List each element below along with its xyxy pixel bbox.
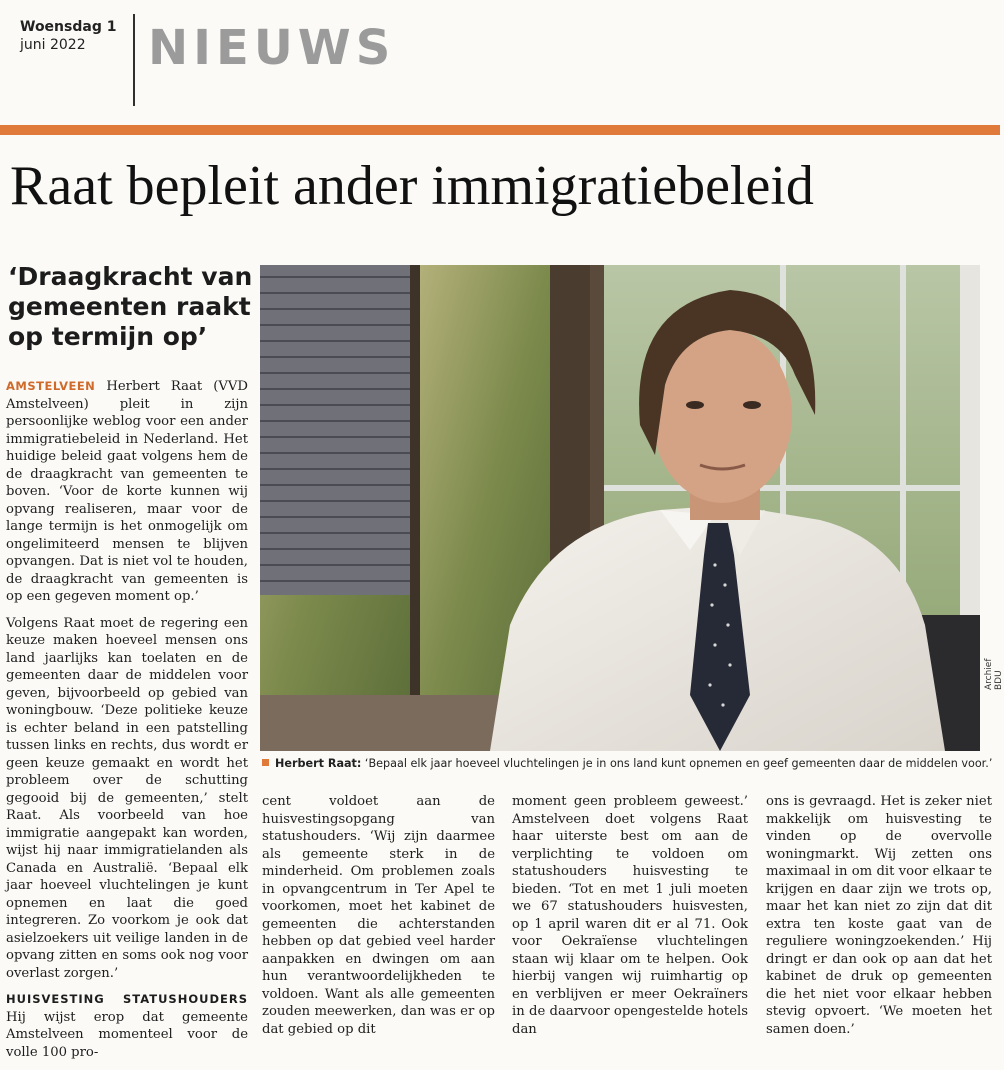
article-column-4 bbox=[766, 793, 992, 1047]
column-2-text: cent voldoet aan de huisvestingsopgang van statushouders. ‘Wij zijn daarmee als gemeente sterk in de minderheid. Om problemen zoals in opvangcentrum in Ter Apel te voorkomen, moet het kabinet de gemeenten die achterstanden hebben op dat gebied veel harder aanpakken en dwingen om aan hun verantwoordelijkheden te voldoen. Want als alle gemeenten zouden meewerken, dan was er op dat gebied op dit bbox=[262, 794, 495, 1037]
column-3-text: moment geen probleem geweest.’ Amstelveen doet volgens Raat haar uiterste best om aan de verplichting te voldoen om statushouders huisvesting te bieden. ‘Tot en met 1 juli moeten we 67 statushouders huisvesten, op 1 april waren dit er al 71. Ook voor Oekraïense vluchtelingen staan wij klaar om te helpen. Ook hierbij vangen wij ruimhartig op en verblijven er meer Oekraïners in de daarvoor opengestelde hotels dan bbox=[512, 794, 748, 1037]
article-column-2 bbox=[262, 793, 495, 1047]
date-weekday: Woensdag 1 bbox=[20, 19, 117, 35]
photo-caption bbox=[262, 757, 992, 770]
article-headline: Raat bepleit ander immigratiebeleid bbox=[10, 155, 814, 217]
article-column-1 bbox=[6, 378, 248, 1070]
caption-quote: ‘Bepaal elk jaar hoeveel vluchtelingen je in ons land kunt opnemen en geef gemeenten daar de middelen voor.’ bbox=[364, 757, 993, 770]
photo-credit: Archief BDU bbox=[984, 658, 1004, 690]
paragraph-intro bbox=[6, 378, 248, 606]
window-blinds bbox=[260, 265, 410, 595]
date-month-year: juni 2022 bbox=[20, 37, 86, 53]
paragraph-3 bbox=[6, 991, 248, 1061]
portrait-photo-illustration bbox=[260, 265, 980, 751]
column-4-text: ons is gevraagd. Het is zeker niet makkelijk om huisvesting te vinden op de overvolle woningmarkt. Wij zetten ons maximaal in om dit voor elkaar te krijgen en daar zijn we trots op, maar het kan niet zo zijn dat dit extra ten koste gaat van de reguliere woningzoekenden.’ Hij dringt er dan ook op aan dat het kabinet de druk op gemeenten die het niet voor elkaar hebben stevig opvoert. ‘We moeten het samen doen.’ bbox=[766, 794, 992, 1037]
article-column-3 bbox=[512, 793, 748, 1047]
caption-marker bbox=[262, 759, 269, 766]
edition-date bbox=[20, 18, 130, 54]
article-subhead: ‘Draagkracht van gemeenten raakt op termijn op’ bbox=[8, 262, 253, 351]
article-photo bbox=[260, 265, 980, 751]
accent-rule bbox=[0, 125, 1000, 135]
section-title: NIEUWS bbox=[148, 20, 396, 76]
caption-name: Herbert Raat: bbox=[275, 757, 362, 770]
intro-text: Herbert Raat (VVD Amstelveen) pleit in zijn persoonlijke weblog voor een ander immigratiebeleid in Nederland. Het huidige beleid gaat volgens hem de de draagkracht van gemeenten te boven. ‘Voor de korte kunnen wij opvang realiseren, maar voor de lange termijn is het onmogelijk om ongelimiteerd mensen te blijven opvangen. Dat is niet vol te houden, de draagkracht van gemeenten is op een gegeven moment op.’ bbox=[6, 379, 248, 604]
masthead-divider bbox=[133, 14, 135, 106]
paragraph-2: Volgens Raat moet de regering een keuze maken hoeveel mensen ons land jaarlijks kan toelaten en de gemeenten daar de middelen voor geven, bijvoorbeeld op gebied van woningbouw. ‘Deze politieke keuze is echter beland in een patstelling tussen links en rechts, dus wordt er geen keuze gemaakt en wordt het probleem over de schutting gegooid bij de gemeenten,’ stelt Raat. Als voorbeeld van hoe immigratie aangepakt kan worden, wijst hij naar immigratielanden als Canada en Australië. ‘Bepaal elk jaar hoeveel vluchtelingen je kunt opnemen en laat die goed integreren. Zo voorkom je ook dat asielzoekers uit veilige landen in de opvang zitten en soms ook nog voor overlast zorgen.’ bbox=[6, 615, 248, 981]
inline-subtitle: HUISVESTING STATUSHOUDERS bbox=[6, 992, 248, 1006]
dateline-kicker: AMSTELVEEN bbox=[6, 379, 96, 393]
paragraph-3-text: Hij wijst erop dat gemeente Amstelveen momenteel voor de volle 100 pro- bbox=[6, 1009, 248, 1060]
